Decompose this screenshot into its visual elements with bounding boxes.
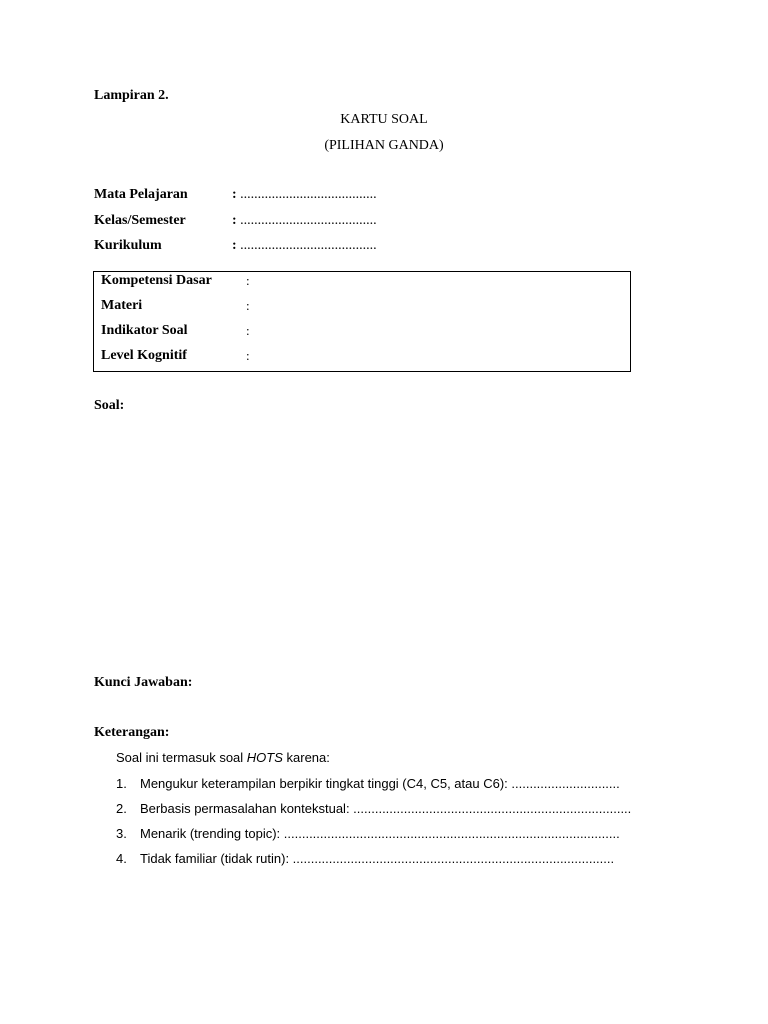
- list-item-number: 2.: [116, 801, 127, 816]
- list-item-number: 1.: [116, 776, 127, 791]
- list-item-number: 4.: [116, 851, 127, 866]
- dotted-blank: .......................................: [236, 238, 377, 253]
- dotted-blank: .......................................: [236, 187, 377, 202]
- list-item: Berbasis permasalahan kontekstual: .............................................................................: [140, 801, 632, 816]
- indikator-soal-label: Indikator Soal: [101, 323, 188, 338]
- colon: :: [246, 323, 250, 338]
- kelas-semester-field: [232, 213, 377, 229]
- list-item: Menarik (trending topic): .............................................................................................: [140, 826, 620, 841]
- document-title: KARTU SOAL: [340, 112, 428, 127]
- colon: :: [232, 238, 237, 253]
- dotted-blank: .......................................: [236, 213, 377, 228]
- level-kognitif-label: Level Kognitif: [101, 348, 187, 363]
- intro-text: Soal ini termasuk soal: [116, 750, 247, 765]
- kompetensi-dasar-label: Kompetensi Dasar: [101, 273, 212, 288]
- hots-intro-text: [116, 750, 330, 765]
- list-item: Tidak familiar (tidak rutin): .........................................................................................: [140, 851, 615, 866]
- colon: :: [232, 187, 237, 202]
- list-item-number: 3.: [116, 826, 127, 841]
- kelas-semester-label: Kelas/Semester: [94, 213, 186, 228]
- keterangan-heading: Keterangan:: [94, 725, 170, 740]
- mata-pelajaran-field: [232, 187, 377, 203]
- soal-heading: Soal:: [94, 398, 125, 413]
- colon: :: [232, 213, 237, 228]
- materi-label: Materi: [101, 298, 143, 313]
- lampiran-label: Lampiran 2.: [94, 88, 169, 103]
- colon: :: [246, 273, 250, 288]
- colon: :: [246, 348, 250, 363]
- kurikulum-field: [232, 238, 377, 254]
- kunci-jawaban-heading: Kunci Jawaban:: [94, 675, 193, 690]
- intro-text: karena:: [282, 750, 330, 765]
- document-subtitle: (PILIHAN GANDA): [324, 138, 444, 153]
- hots-term: HOTS: [246, 750, 283, 765]
- list-item: Mengukur keterampilan berpikir tingkat tinggi (C4, C5, atau C6): ..............................: [140, 776, 620, 791]
- colon: :: [246, 298, 250, 313]
- kompetensi-box: [93, 271, 631, 372]
- kurikulum-label: Kurikulum: [94, 238, 162, 253]
- mata-pelajaran-label: Mata Pelajaran: [94, 187, 188, 202]
